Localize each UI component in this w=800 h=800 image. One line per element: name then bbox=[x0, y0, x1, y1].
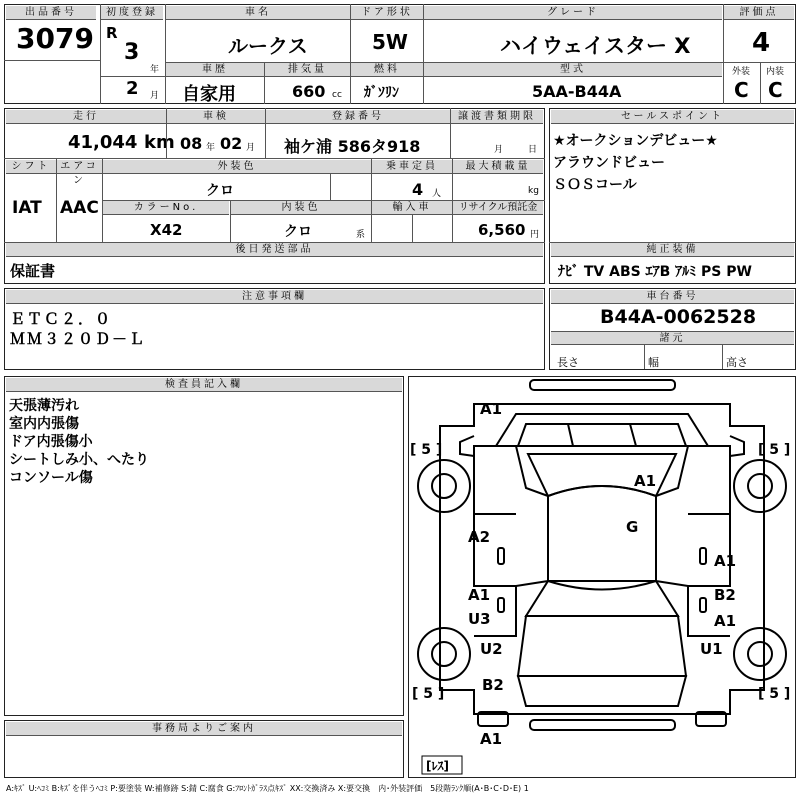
mark-left-rear-door: A1 bbox=[468, 586, 491, 604]
color-no: X42 bbox=[150, 221, 183, 239]
first-reg-header: 初度登録 bbox=[101, 6, 163, 20]
color-no-header: カラーNo. bbox=[103, 201, 229, 215]
capacity-header: 乗車定員 bbox=[372, 160, 452, 174]
transfer-header: 譲渡書類期限 bbox=[451, 110, 543, 124]
grade: ハイウェイスター X bbox=[500, 34, 691, 58]
shift: IAT bbox=[12, 198, 42, 218]
inspector-line-5: コンソール傷 bbox=[9, 470, 93, 486]
mark-right-quarter: U1 bbox=[700, 640, 723, 658]
sales-line-2: アラウンドビュー bbox=[553, 155, 665, 171]
fuel: ｶﾞｿﾘﾝ bbox=[364, 85, 399, 101]
month-unit: 月 bbox=[150, 91, 160, 101]
ext-score: C bbox=[734, 78, 749, 102]
insp-month: 02 bbox=[220, 134, 243, 153]
int-header: 内装 bbox=[766, 67, 785, 77]
ac-header: エアコン bbox=[57, 160, 102, 174]
door-header: ドア形状 bbox=[351, 6, 423, 20]
inspector-line-2: 室内内張傷 bbox=[9, 416, 79, 432]
displacement-unit: cc bbox=[332, 90, 342, 100]
plate: 袖ケ浦 586タ918 bbox=[284, 137, 421, 156]
history: 自家用 bbox=[182, 84, 236, 105]
displacement: 660 bbox=[292, 82, 326, 101]
mark-front-bumper: A1 bbox=[480, 400, 503, 418]
mark-rear-left: B2 bbox=[482, 676, 504, 694]
history-header: 車歴 bbox=[166, 63, 264, 77]
recycle-unit: 円 bbox=[530, 230, 540, 240]
transfer-day: 日 bbox=[528, 145, 538, 155]
width-label: 幅 bbox=[648, 356, 659, 369]
length-label: 長さ bbox=[557, 356, 579, 369]
later-parts-header: 後日発送部品 bbox=[6, 243, 543, 257]
insp-year-unit: 年 bbox=[206, 143, 216, 153]
load-unit: kg bbox=[528, 186, 539, 196]
model-header: 型式 bbox=[424, 63, 722, 77]
tire-depth-rear-left: [ 5 ] bbox=[412, 686, 445, 702]
car-name-header: 車名 bbox=[166, 6, 350, 20]
mark-right-rear-door-2: A1 bbox=[714, 612, 737, 630]
mark-left-quarter: U2 bbox=[480, 640, 503, 658]
tire-depth-front-left: [ 5 ] bbox=[410, 442, 443, 458]
specs-header: 諸元 bbox=[551, 331, 794, 345]
height-label: 高さ bbox=[726, 356, 748, 369]
score-header: 評価点 bbox=[724, 6, 794, 20]
mark-hood: A1 bbox=[634, 472, 657, 490]
mark-rear-bumper: A1 bbox=[480, 730, 503, 748]
mark-right-front-door: A1 bbox=[714, 552, 737, 570]
era: R bbox=[106, 24, 118, 42]
inspector-line-1: 天張薄汚れ bbox=[9, 398, 79, 414]
inspection-header: 車検 bbox=[167, 110, 265, 124]
exterior-color: クロ bbox=[206, 183, 234, 199]
grade-header: グレード bbox=[424, 6, 722, 20]
chassis-number: B44A-0062528 bbox=[600, 306, 757, 328]
notes-header: 注意事項欄 bbox=[6, 290, 543, 304]
transfer-month: 月 bbox=[494, 145, 504, 155]
model: 5AA-B44A bbox=[532, 82, 622, 101]
interior-color: クロ bbox=[284, 224, 312, 240]
ac: AAC bbox=[60, 198, 99, 218]
office-header: 事務局よりご案内 bbox=[6, 722, 402, 736]
notes-line-2: ＭＭ３２０Ｄ－Ｌ bbox=[10, 330, 147, 348]
shift-header: シフト bbox=[6, 160, 56, 174]
equipment-items: ﾅﾋﾞ TV ABS ｴｱB ｱﾙﾐ PS PW bbox=[558, 264, 752, 280]
inspector-header: 検査員記入欄 bbox=[6, 378, 402, 392]
car-diagram bbox=[408, 376, 796, 778]
sales-line-1: ★オークションデビュー★ bbox=[553, 133, 718, 149]
lot-no: 3079 bbox=[16, 22, 94, 55]
lot-no-header: 出品番号 bbox=[6, 6, 96, 20]
inspector-line-3: ドア内張傷小 bbox=[9, 434, 93, 450]
legend: A:ｷｽﾞ U:ﾍｺﾐ B:ｷｽﾞを伴うﾍｺﾐ P:要塗装 W:補修跡 S:錆 C:腐食 G:ﾌﾛﾝﾄｶﾞﾗｽ点ｷｽﾞ XX:交換済み X:要交換 内･外装評価 5段階ﾗﾝｸ順(A･B･C･D･E) 1 bbox=[6, 784, 529, 793]
ext-header: 外装 bbox=[732, 67, 751, 77]
recycle-header: リサイクル預託金 bbox=[453, 201, 543, 215]
recycle-fee: 6,560 bbox=[478, 221, 526, 239]
score: 4 bbox=[752, 28, 771, 58]
plate-header: 登録番号 bbox=[266, 110, 450, 124]
insp-year: 08 bbox=[180, 134, 203, 153]
mileage-header: 走行 bbox=[6, 110, 166, 124]
interior-color-suffix: 系 bbox=[356, 230, 366, 240]
capacity: 4 bbox=[412, 180, 424, 199]
mileage: 41,044 bbox=[68, 132, 138, 153]
insp-month-unit: 月 bbox=[246, 143, 256, 153]
displacement-header: 排気量 bbox=[265, 63, 350, 77]
mileage-unit: km bbox=[144, 132, 175, 153]
door-type: 5W bbox=[372, 30, 408, 54]
inspector-line-4: シートしみ小、へたり bbox=[9, 452, 149, 468]
capacity-unit: 人 bbox=[432, 189, 442, 199]
mark-right-rear-door: B2 bbox=[714, 586, 736, 604]
tire-depth-rear-right: [ 5 ] bbox=[758, 686, 791, 702]
load-header: 最大積載量 bbox=[453, 160, 543, 174]
fuel-header: 燃料 bbox=[351, 63, 423, 77]
chassis-header: 車台番号 bbox=[551, 290, 794, 304]
mark-left-rear-door-2: U3 bbox=[468, 610, 491, 628]
sales-header: セールスポイント bbox=[551, 110, 794, 124]
reg-month: 2 bbox=[126, 78, 139, 99]
int-color-header: 内装色 bbox=[231, 201, 371, 215]
sales-line-3: ＳＯＳコール bbox=[553, 177, 637, 193]
equipment-header: 純正装備 bbox=[551, 243, 794, 257]
mark-left-front-door: A2 bbox=[468, 528, 491, 546]
reg-year: 3 bbox=[124, 40, 140, 65]
car-name: ルークス bbox=[228, 34, 308, 58]
spare-tire: [ﾚｽ] bbox=[426, 759, 449, 773]
mark-windshield: G bbox=[626, 518, 639, 536]
tire-depth-front-right: [ 5 ] bbox=[758, 442, 791, 458]
later-parts: 保証書 bbox=[10, 262, 56, 280]
import-header: 輸入車 bbox=[372, 201, 452, 215]
color-header: 外装色 bbox=[103, 160, 371, 174]
int-score: C bbox=[768, 78, 783, 102]
year-unit: 年 bbox=[150, 65, 160, 75]
notes-line-1: ＥＴＣ２．０ bbox=[10, 310, 113, 328]
